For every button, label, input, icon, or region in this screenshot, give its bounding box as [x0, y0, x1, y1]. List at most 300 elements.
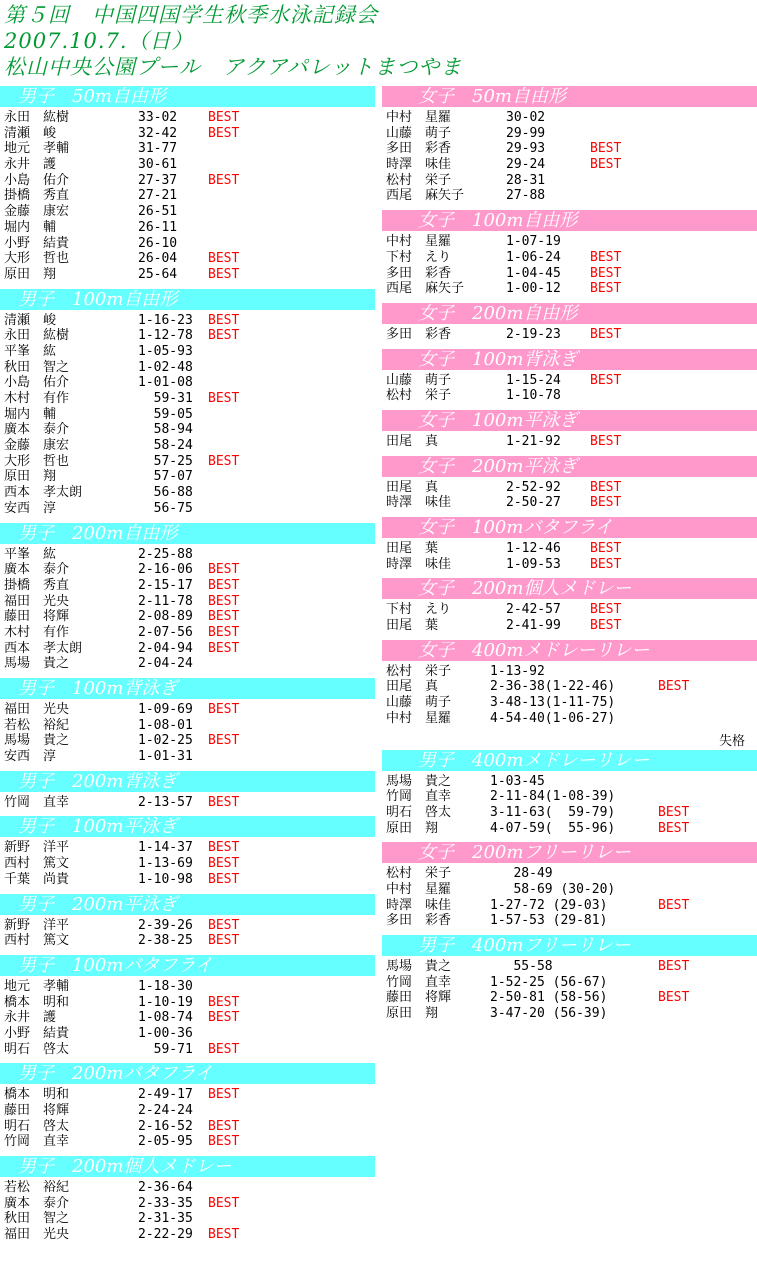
result-time: 29-99	[506, 125, 546, 141]
result-time: 56-88	[138, 485, 193, 501]
result-row	[0, 375, 375, 391]
swimmer-name: 下村 えり	[386, 602, 452, 618]
result-time: 2-16-06	[138, 562, 193, 578]
result-row	[0, 1087, 375, 1103]
result-time: 2-24-24	[138, 1103, 193, 1118]
swimmer-name: 多田 彩香	[386, 326, 452, 342]
swimmer-name: 木村 有作	[4, 624, 70, 640]
result-time: 2-04-94	[138, 640, 193, 656]
best-mark: BEST	[208, 266, 240, 282]
swimmer-name: 藤田 将輝	[4, 609, 70, 625]
result-row	[0, 1042, 375, 1058]
best-mark: BEST	[208, 840, 240, 856]
swimmer-name: 藤田 将輝	[4, 1103, 70, 1118]
result-time: 28-49	[490, 866, 553, 882]
swimmer-name: 時澤 味佳	[386, 556, 452, 572]
result-row	[0, 454, 375, 470]
result-time: 2-31-35	[138, 1211, 193, 1227]
result-row	[382, 281, 757, 297]
swimmer-name: 安西 淳	[4, 749, 57, 765]
event-header: 男子 50m自由形	[0, 86, 375, 107]
result-time: 1-02-48	[138, 359, 193, 375]
result-time: 2-33-35	[138, 1195, 193, 1211]
event-section	[382, 750, 757, 843]
result-time: 30-02	[506, 110, 546, 125]
result-row	[0, 157, 375, 173]
result-time: 30-61	[138, 157, 178, 173]
swimmer-name: 若松 裕紀	[4, 1180, 70, 1196]
event-header: 男子 200m個人メドレー	[0, 1156, 375, 1177]
event-header: 男子 200m自由形	[0, 523, 375, 544]
swimmer-name: 田尾 真	[386, 679, 439, 695]
swimmer-name: 大形 哲也	[4, 453, 70, 469]
event-header: 男子 200m平泳ぎ	[0, 894, 375, 915]
result-time: 1-18-30	[138, 978, 193, 994]
result-row	[382, 234, 757, 250]
result-row	[382, 173, 757, 189]
swimmer-name: 馬場 貴之	[386, 959, 452, 974]
result-time: 58-94	[138, 422, 193, 438]
best-mark: BEST	[208, 125, 240, 141]
result-time: 1-10-19	[138, 994, 193, 1010]
result-row	[382, 882, 757, 898]
result-row	[0, 840, 375, 856]
event-section	[382, 86, 757, 210]
event-section	[382, 578, 757, 639]
swimmer-name: 小野 結貴	[4, 235, 70, 251]
swimmer-name: 木村 有作	[4, 391, 70, 406]
result-time: 4-07-59( 55-96)	[490, 820, 616, 836]
result-time: 2-16-52	[138, 1118, 193, 1134]
event-header: 男子 100m背泳ぎ	[0, 678, 375, 699]
swimmer-name: 永井 護	[4, 157, 57, 173]
result-time: 2-07-56	[138, 624, 193, 640]
swimmer-name: 小野 結貴	[4, 1025, 70, 1041]
swimmer-name: 金藤 康宏	[4, 204, 70, 220]
result-time: 1-00-36	[138, 1025, 193, 1041]
result-row	[382, 541, 757, 557]
best-mark: BEST	[590, 479, 622, 495]
result-row	[0, 422, 375, 438]
swimmer-name: 平峯 紘	[4, 546, 57, 562]
result-time: 57-07	[138, 469, 193, 485]
result-row	[0, 501, 375, 517]
best-mark: BEST	[658, 959, 690, 974]
result-row	[382, 110, 757, 126]
swimmer-name: 原田 翔	[4, 266, 57, 282]
event-header: 女子 100m平泳ぎ	[382, 410, 757, 431]
best-mark: BEST	[590, 141, 622, 157]
result-time: 2-36-38(1-22-46)	[490, 679, 616, 695]
best-mark: BEST	[208, 624, 240, 640]
swimmer-name: 明石 啓太	[4, 1118, 70, 1134]
result-row	[382, 557, 757, 573]
swimmer-name: 田尾 葉	[386, 618, 439, 634]
result-time: 1-14-37	[138, 840, 193, 856]
result-time: 1-08-01	[138, 717, 193, 733]
best-mark: BEST	[208, 702, 240, 717]
result-time: 2-38-25	[138, 933, 193, 949]
result-row	[0, 1103, 375, 1119]
result-row	[382, 480, 757, 496]
best-mark: BEST	[208, 562, 240, 578]
result-row	[0, 1134, 375, 1150]
swimmer-name: 西村 篤文	[4, 933, 70, 949]
event-section	[382, 410, 757, 456]
swimmer-name: 秋田 智之	[4, 359, 70, 375]
event-section	[382, 517, 757, 578]
swimmer-name: 原田 翔	[4, 469, 57, 485]
result-time: 26-04	[138, 251, 178, 267]
disqualified-note: 失格	[718, 733, 745, 749]
swimmer-name: 西本 孝太朗	[4, 640, 83, 656]
result-time: 28-31	[506, 172, 546, 188]
result-time: 3-47-20 (56-39)	[490, 1006, 608, 1022]
event-section	[382, 349, 757, 410]
swimmer-name: 新野 洋平	[4, 840, 70, 856]
best-mark: BEST	[590, 265, 622, 281]
best-mark: BEST	[208, 794, 240, 810]
event-section	[0, 289, 375, 523]
swimmer-name: 明石 啓太	[4, 1041, 70, 1057]
result-time: 2-41-99	[506, 618, 561, 634]
best-mark: BEST	[208, 328, 240, 344]
event-header: 男子 200m背泳ぎ	[0, 771, 375, 792]
swimmer-name: 福田 光央	[4, 593, 70, 609]
swimmer-name: 中村 星羅	[386, 234, 452, 250]
result-time: 1-15-24	[506, 372, 561, 388]
best-mark: BEST	[590, 541, 622, 556]
result-row	[0, 995, 375, 1011]
result-row	[382, 711, 757, 727]
result-time: 1-13-69	[138, 856, 193, 872]
result-time: 2-15-17	[138, 577, 193, 593]
result-row	[382, 821, 757, 837]
result-time: 1-01-08	[138, 375, 193, 391]
event-header: 女子 200m平泳ぎ	[382, 456, 757, 477]
result-time: 59-71	[138, 1041, 193, 1057]
result-time: 2-42-57	[506, 602, 561, 618]
swimmer-name: 時澤 味佳	[386, 157, 452, 173]
result-row	[382, 141, 757, 157]
result-time: 2-36-64	[138, 1180, 193, 1196]
result-row	[382, 679, 757, 695]
result-time: 1-10-78	[506, 388, 561, 404]
result-row	[382, 495, 757, 511]
result-row	[382, 805, 757, 821]
best-mark: BEST	[208, 733, 240, 749]
swimmer-name: 福田 光央	[4, 702, 70, 717]
result-row	[0, 979, 375, 995]
best-mark: BEST	[208, 312, 240, 328]
result-time: 2-04-24	[138, 656, 193, 672]
result-row	[0, 918, 375, 934]
swimmer-name: 原田 翔	[386, 1006, 439, 1022]
result-time: 27-21	[138, 188, 178, 204]
result-time: 1-10-98	[138, 871, 193, 887]
result-row	[0, 872, 375, 888]
result-row	[0, 1026, 375, 1042]
result-time: 1-27-72 (29-03)	[490, 897, 608, 913]
result-row	[0, 749, 375, 765]
result-row	[0, 562, 375, 578]
swimmer-name: 清瀬 峻	[4, 125, 57, 141]
result-row	[382, 866, 757, 882]
swimmer-name: 清瀬 峻	[4, 312, 57, 328]
best-mark: BEST	[590, 281, 622, 297]
best-mark: BEST	[590, 326, 622, 342]
event-section	[0, 523, 375, 679]
event-section	[0, 771, 375, 817]
result-row	[0, 578, 375, 594]
swimmer-name: 小島 佑介	[4, 172, 70, 188]
result-time: 2-13-57	[138, 794, 193, 810]
swimmer-name: 西村 篤文	[4, 856, 70, 872]
best-mark: BEST	[208, 251, 240, 267]
swimmer-name: 山藤 萌子	[386, 695, 452, 711]
swimmer-name: 廣本 泰介	[4, 1195, 70, 1211]
event-section	[0, 1063, 375, 1156]
result-row	[0, 469, 375, 485]
event-section	[0, 1156, 375, 1249]
best-mark: BEST	[208, 1010, 240, 1026]
best-mark: BEST	[208, 577, 240, 593]
best-mark: BEST	[208, 1087, 240, 1103]
result-row	[0, 594, 375, 610]
swimmer-name: 中村 星羅	[386, 710, 452, 726]
result-row	[0, 733, 375, 749]
best-mark: BEST	[208, 1195, 240, 1211]
result-time: 2-08-89	[138, 609, 193, 625]
event-section	[382, 842, 757, 935]
swimmer-name: 中村 星羅	[386, 110, 452, 125]
swimmer-name: 松村 栄子	[386, 388, 452, 404]
result-row	[0, 656, 375, 672]
swimmer-name: 西尾 麻矢子	[386, 281, 465, 297]
best-mark: BEST	[658, 804, 690, 820]
best-mark: BEST	[208, 1134, 240, 1150]
event-section	[382, 303, 757, 349]
swimmer-name: 新野 洋平	[4, 917, 70, 933]
swimmer-name: 福田 光央	[4, 1227, 70, 1243]
result-time: 29-93	[506, 141, 546, 157]
result-row	[0, 204, 375, 220]
swimmer-name: 藤田 将輝	[386, 990, 452, 1006]
result-row	[0, 1119, 375, 1135]
result-time: 1-01-31	[138, 749, 193, 765]
result-time: 2-50-27	[506, 495, 561, 511]
event-header: 女子 200m自由形	[382, 303, 757, 324]
result-row	[0, 188, 375, 204]
result-time: 26-51	[138, 204, 178, 220]
result-row	[0, 110, 375, 126]
result-time: 1-13-92	[490, 663, 545, 679]
result-row	[0, 795, 375, 811]
meet-venue: 松山中央公園プール アクアパレットまつやま	[4, 55, 463, 79]
result-row	[0, 126, 375, 142]
result-time: 29-24	[506, 157, 546, 173]
best-mark: BEST	[658, 679, 690, 695]
swimmer-name: 橋本 明和	[4, 1087, 70, 1103]
result-row	[382, 266, 757, 282]
best-mark: BEST	[590, 618, 622, 634]
event-header: 女子 50m自由形	[382, 86, 757, 107]
swimmer-name: 小島 佑介	[4, 375, 70, 391]
swimmer-name: 馬場 貴之	[386, 773, 452, 789]
result-time: 1-09-69	[138, 702, 193, 717]
swimmer-name: 西本 孝太朗	[4, 485, 83, 501]
best-mark: BEST	[208, 994, 240, 1010]
result-row	[0, 547, 375, 563]
result-row	[382, 913, 757, 929]
swimmer-name: 中村 星羅	[386, 881, 452, 897]
meet-date: 2007.10.7.（日）	[4, 29, 194, 53]
swimmer-name: 秋田 智之	[4, 1211, 70, 1227]
event-header: 女子 100m自由形	[382, 210, 757, 231]
result-row	[0, 236, 375, 252]
swimmer-name: 時澤 味佳	[386, 897, 452, 913]
result-row	[0, 1196, 375, 1212]
result-time: 59-31	[138, 391, 193, 406]
meet-title: 第５回 中国四国学生秋季水泳記録会	[4, 3, 378, 27]
best-mark: BEST	[590, 495, 622, 511]
event-header: 女子 200m個人メドレー	[382, 578, 757, 599]
event-section	[382, 210, 757, 303]
result-time: 27-88	[506, 188, 546, 204]
event-header: 男子 400mフリーリレー	[382, 935, 757, 956]
swimmer-name: 松村 栄子	[386, 866, 452, 882]
event-section	[382, 640, 757, 750]
swimmer-name: 掛橋 秀直	[4, 577, 70, 593]
swimmer-name: 多田 彩香	[386, 265, 452, 281]
result-row	[382, 1006, 757, 1022]
best-mark: BEST	[590, 433, 622, 449]
result-time: 1-03-45	[490, 773, 545, 789]
result-row	[382, 126, 757, 142]
result-row	[382, 327, 757, 343]
best-mark: BEST	[590, 556, 622, 572]
result-time: 26-11	[138, 219, 178, 235]
result-row	[382, 789, 757, 805]
best-mark: BEST	[658, 990, 690, 1006]
result-time: 1-21-92	[506, 433, 561, 449]
result-row	[0, 313, 375, 329]
result-row	[0, 328, 375, 344]
result-time: 55-58	[490, 959, 553, 974]
event-header: 男子 100m自由形	[0, 289, 375, 310]
swimmer-name: 下村 えり	[386, 249, 452, 265]
result-row	[382, 959, 757, 975]
event-header: 男子 400mメドレーリレー	[382, 750, 757, 771]
result-row	[0, 625, 375, 641]
result-time: 1-08-74	[138, 1010, 193, 1026]
result-time: 2-50-81 (58-56)	[490, 990, 608, 1006]
best-mark: BEST	[208, 391, 240, 406]
result-row	[0, 173, 375, 189]
result-row	[382, 695, 757, 711]
event-section	[0, 955, 375, 1063]
swimmer-name: 廣本 泰介	[4, 562, 70, 578]
result-row	[382, 898, 757, 914]
result-row	[0, 438, 375, 454]
swimmer-name: 竹岡 直幸	[4, 794, 70, 810]
swimmer-name: 竹岡 直幸	[4, 1134, 70, 1150]
best-mark: BEST	[208, 1041, 240, 1057]
result-time: 1-06-24	[506, 249, 561, 265]
result-time: 27-37	[138, 172, 178, 188]
swimmer-name: 地元 孝輔	[4, 141, 70, 157]
best-mark: BEST	[208, 110, 240, 125]
swimmer-name: 松村 栄子	[386, 172, 452, 188]
result-time: 1-52-25 (56-67)	[490, 974, 608, 990]
result-time: 58-24	[138, 438, 193, 454]
result-time: 1-00-12	[506, 281, 561, 297]
result-time: 1-57-53 (29-81)	[490, 913, 608, 929]
result-row	[0, 267, 375, 283]
swimmer-name: 堀内 輔	[4, 406, 57, 422]
result-row	[0, 344, 375, 360]
result-row	[0, 609, 375, 625]
swimmer-name: 若松 裕紀	[4, 717, 70, 733]
result-row	[0, 933, 375, 949]
swimmer-name: 金藤 康宏	[4, 438, 70, 454]
result-time: 57-25	[138, 453, 193, 469]
best-mark: BEST	[208, 609, 240, 625]
result-time: 1-09-53	[506, 556, 561, 572]
swimmer-name: 西尾 麻矢子	[386, 188, 465, 204]
event-section	[0, 894, 375, 955]
event-header: 男子 200mバタフライ	[0, 1063, 375, 1084]
swimmer-name: 田尾 真	[386, 433, 439, 449]
result-row	[382, 975, 757, 991]
result-time: 2-11-78	[138, 593, 193, 609]
result-row	[0, 360, 375, 376]
swimmer-name: 山藤 萌子	[386, 372, 452, 388]
result-row	[382, 990, 757, 1006]
swimmer-name: 堀内 輔	[4, 219, 57, 235]
result-row	[0, 641, 375, 657]
result-time: 1-12-46	[506, 541, 561, 556]
best-mark: BEST	[208, 453, 240, 469]
result-time: 56-75	[138, 500, 193, 516]
best-mark: BEST	[658, 897, 690, 913]
result-time: 1-16-23	[138, 312, 193, 328]
swimmer-name: 永田 紘樹	[4, 110, 70, 125]
result-time: 58-69 (30-20)	[490, 881, 616, 897]
result-row	[382, 434, 757, 450]
result-time: 2-25-88	[138, 546, 193, 562]
best-mark: BEST	[208, 640, 240, 656]
event-section	[382, 456, 757, 517]
swimmer-name: 竹岡 直幸	[386, 974, 452, 990]
best-mark: BEST	[208, 1227, 240, 1243]
swimmer-name: 永井 護	[4, 1010, 57, 1026]
result-row	[0, 702, 375, 718]
best-mark: BEST	[208, 856, 240, 872]
swimmer-name: 松村 栄子	[386, 663, 452, 679]
best-mark: BEST	[208, 593, 240, 609]
swimmer-name: 安西 淳	[4, 500, 57, 516]
event-header: 女子 100mバタフライ	[382, 517, 757, 538]
best-mark: BEST	[658, 820, 690, 836]
result-row	[0, 856, 375, 872]
best-mark: BEST	[208, 871, 240, 887]
result-row	[0, 1010, 375, 1026]
result-time: 1-12-78	[138, 328, 193, 344]
result-row	[382, 664, 757, 680]
swimmer-name: 多田 彩香	[386, 913, 452, 929]
result-time: 59-05	[138, 406, 193, 422]
